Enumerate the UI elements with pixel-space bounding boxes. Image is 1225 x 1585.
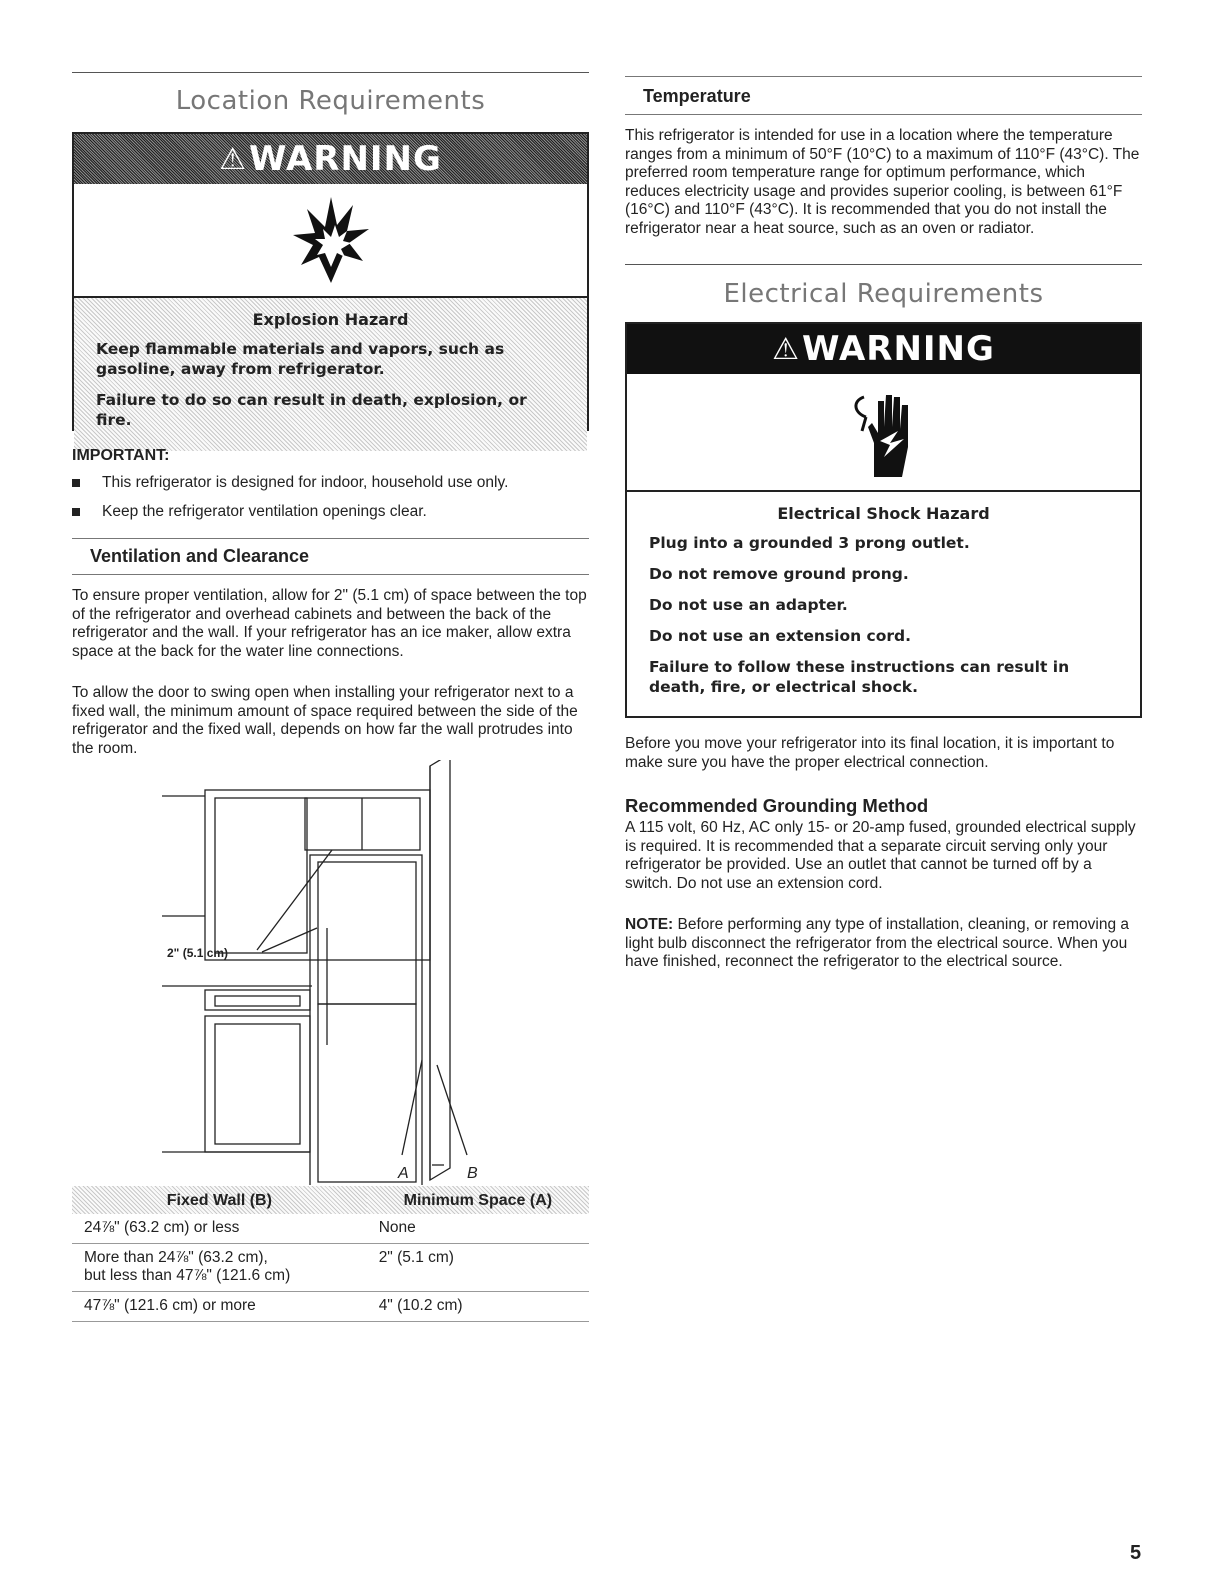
warning-header-text: WARNING <box>248 139 442 179</box>
warning-line: Plug into a grounded 3 prong outlet. <box>649 534 970 552</box>
dimension-label: 2" (5.1 cm) <box>167 946 229 960</box>
label-a: A <box>398 1165 409 1182</box>
page-number: 5 <box>1130 1542 1142 1564</box>
warning-triangle-icon: ⚠ <box>219 141 247 177</box>
grounding-text: A 115 volt, 60 Hz, AC only 15- or 20-amp fused, grounded electrical supply is required. It is recommended that a separate circuit serving only your refrigerator be provided. Use an outlet that cannot be turned off by a switch. Do not use an extension cord. <box>625 819 1136 892</box>
warning-header <box>627 324 1140 374</box>
list-item: This refrigerator is designed for indoor, household use only. <box>72 474 589 492</box>
temperature-rule-bottom <box>625 114 1142 115</box>
table-cell: 47⅞" (121.6 cm) or more <box>72 1292 367 1322</box>
table-header: Fixed Wall (B) <box>166 1192 272 1209</box>
ventilation-rule-top <box>72 538 589 539</box>
table-row <box>72 1214 589 1244</box>
temperature-text: This refrigerator is intended for use in a location where the temperature ranges from a minimum of 50°F (10°C) to a maximum of 110°F (43°C). The preferred room temperature range for optimum performance, which reduces electricity usage and provides superior cooling, is between 61°F (16°C) and 110°F (43°C). It is recommended that you do not install the refrigerator near a heat source, such as an oven or radiator. <box>625 127 1140 237</box>
shock-warning-box <box>625 322 1142 718</box>
table-cell: 24⅞" (63.2 cm) or less <box>72 1214 367 1244</box>
table-header-row <box>72 1186 589 1214</box>
label-b: B <box>467 1165 478 1182</box>
shock-icon-area <box>627 374 1140 492</box>
temperature-heading: Temperature <box>643 86 751 106</box>
clearance-table <box>72 1186 589 1322</box>
warning-line: Do not use an adapter. <box>649 596 848 614</box>
table-cell: 4" (10.2 cm) <box>367 1292 589 1322</box>
warning-line: Failure to follow these instructions can result in death, fire, or electrical shock. <box>649 658 1070 696</box>
table-row <box>72 1292 589 1322</box>
note-text: Before performing any type of installation, cleaning, or removing a light bulb disconnect the refrigerator from the electrical source. When you have finished, reconnect the refrigerator to the electrical source. <box>625 916 1129 970</box>
table-cell: None <box>367 1214 589 1244</box>
note-label: NOTE: <box>625 916 674 933</box>
temperature-rule-top <box>625 76 1142 77</box>
ventilation-paragraph-1: To ensure proper ventilation, allow for 2" (5.1 cm) of space between the top of the refrigerator and overhead cabinets and between the back of the refrigerator and the wall. If your refrigerator has an ice maker, allow extra space at the back for the water line connections. <box>72 587 587 660</box>
clearance-diagram <box>162 760 582 1185</box>
warning-line: Do not remove ground prong. <box>649 565 909 583</box>
electrical-title: Electrical Requirements <box>723 279 1044 309</box>
hazard-title: Explosion Hazard <box>252 310 409 329</box>
shock-warning-text <box>627 492 1140 718</box>
explosion-icon-area <box>74 184 587 298</box>
hazard-title: Electrical Shock Hazard <box>777 504 990 523</box>
warning-header-text: WARNING <box>801 329 995 369</box>
list-item: Keep the refrigerator ventilation openings clear. <box>72 503 589 521</box>
top-rule <box>72 72 589 73</box>
important-list <box>72 474 589 532</box>
table-cell: More than 24⅞" (63.2 cm), but less than 47⅞" (121.6 cm) <box>72 1244 367 1292</box>
explosion-warning-text <box>74 298 587 451</box>
ventilation-paragraph-2: To allow the door to swing open when installing your refrigerator next to a fixed wall, the minimum amount of space required between the side of the refrigerator and the fixed wall, depends on how far the wall protrudes into the room. <box>72 684 578 757</box>
electrical-intro: Before you move your refrigerator into its final location, it is important to make sure you have the proper electrical connection. <box>625 735 1115 771</box>
warning-line: Keep flammable materials and vapors, such as gasoline, away from refrigerator. <box>96 340 505 378</box>
warning-triangle-icon: ⚠ <box>772 331 800 367</box>
ventilation-rule-bottom <box>72 574 589 575</box>
electric-shock-icon <box>844 387 924 477</box>
note-paragraph <box>625 916 1142 972</box>
location-title: Location Requirements <box>175 86 486 116</box>
table-header: Minimum Space (A) <box>403 1192 553 1209</box>
grounding-heading: Recommended Grounding Method <box>625 795 929 816</box>
ventilation-heading: Ventilation and Clearance <box>90 546 310 566</box>
table-row <box>72 1244 589 1292</box>
explosion-warning-box <box>72 132 589 431</box>
table-cell: 2" (5.1 cm) <box>367 1244 589 1292</box>
electrical-rule <box>625 264 1142 265</box>
warning-header <box>74 134 587 184</box>
warning-line: Failure to do so can result in death, explosion, or fire. <box>96 391 527 429</box>
explosion-icon <box>291 195 371 285</box>
important-label: IMPORTANT: <box>72 447 170 464</box>
warning-line: Do not use an extension cord. <box>649 627 912 645</box>
